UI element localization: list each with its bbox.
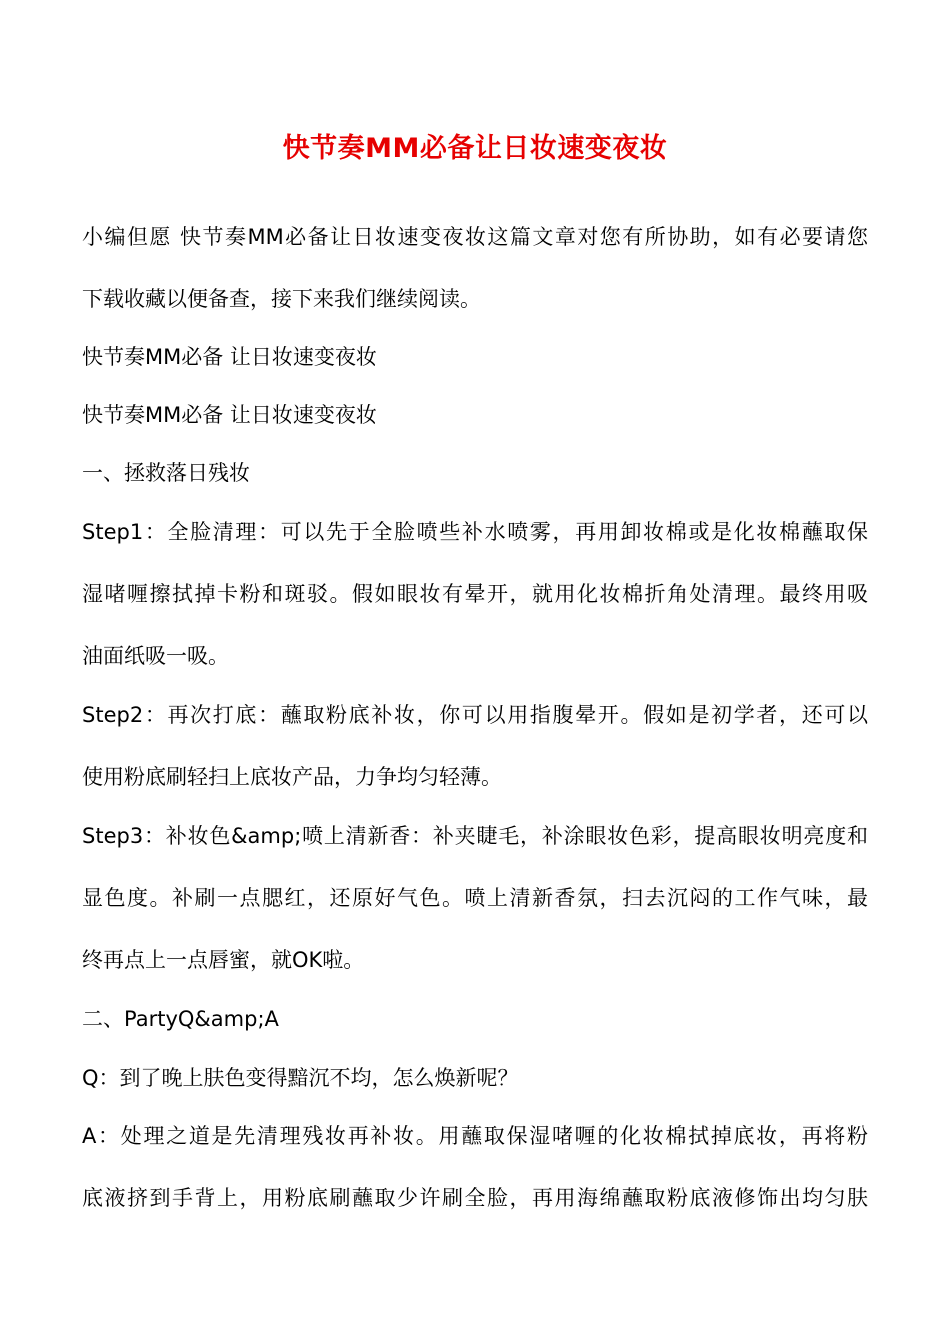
section-heading: 二、PartyQ&amp;A xyxy=(82,1007,279,1031)
paragraph-line: 油面纸吸一吸。 xyxy=(82,644,229,668)
paragraph-line: 快节奏MM必备 让日妆速变夜妆 xyxy=(82,345,377,369)
section-heading: 一、拯救落日残妆 xyxy=(82,461,250,485)
paragraph-line: 显色度。补刷一点腮红，还原好气色。喷上清新香氛，扫去沉闷的工作气味，最 xyxy=(82,886,868,910)
paragraph-line: 快节奏MM必备 让日妆速变夜妆 xyxy=(82,403,377,427)
question-line: Q：到了晚上肤色变得黯沉不均，怎么焕新呢？ xyxy=(82,1066,519,1090)
paragraph-line: 小编但愿 快节奏MM必备让日妆速变夜妆这篇文章对您有所协助，如有必要请您 xyxy=(82,225,868,249)
document-title: 快节奏MM必备让日妆速变夜妆 xyxy=(282,133,668,164)
paragraph-line: Step1：全脸清理：可以先于全脸喷些补水喷雾，再用卸妆棉或是化妆棉蘸取保 xyxy=(82,520,868,544)
paragraph-line: Step2：再次打底：蘸取粉底补妆，你可以用指腹晕开。假如是初学者，还可以 xyxy=(82,703,868,727)
paragraph-line: 湿啫喱擦拭掉卡粉和斑驳。假如眼妆有晕开，就用化妆棉折角处清理。最终用吸 xyxy=(82,582,868,606)
paragraph-line: 终再点上一点唇蜜，就OK啦。 xyxy=(82,948,365,972)
answer-line: A：处理之道是先清理残妆再补妆。用蘸取保湿啫喱的化妆棉拭掉底妆，再将粉 xyxy=(82,1124,868,1148)
paragraph-line: 下载收藏以便备查，接下来我们继续阅读。 xyxy=(82,287,481,311)
paragraph-line: Step3：补妆色&amp;喷上清新香：补夹睫毛，补涂眼妆色彩，提高眼妆明亮度和 xyxy=(82,824,868,848)
paragraph-line: 使用粉底刷轻扫上底妆产品，力争均匀轻薄。 xyxy=(82,765,502,789)
answer-line: 底液挤到手背上，用粉底刷蘸取少许刷全脸，再用海绵蘸取粉底液修饰出均匀肤 xyxy=(82,1186,868,1210)
